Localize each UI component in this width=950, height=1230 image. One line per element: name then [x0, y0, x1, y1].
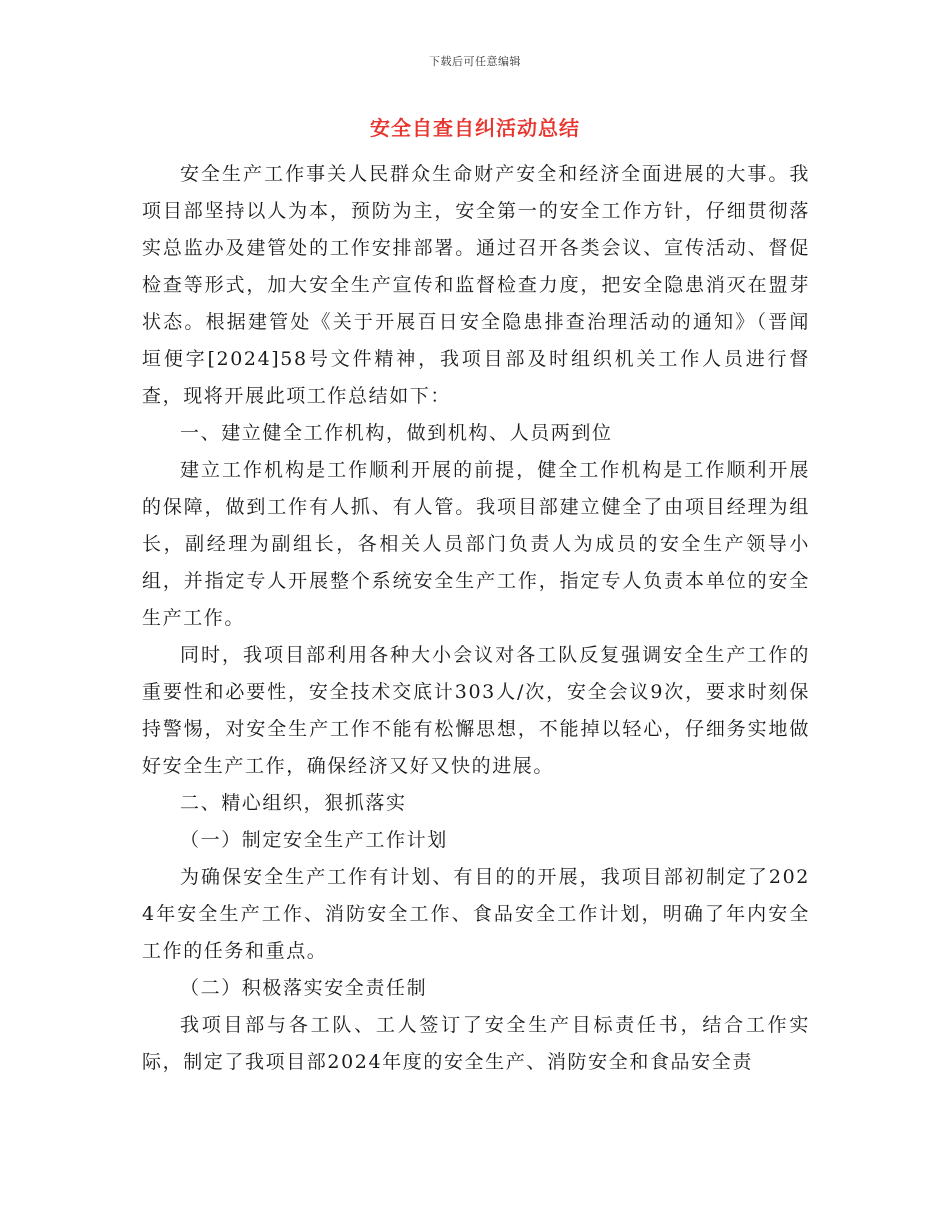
page-header-note: 下载后可任意编辑 [429, 55, 521, 68]
section-heading-2: 二、精心组织，狠抓落实 [180, 792, 407, 814]
document-body [142, 156, 810, 1081]
paragraph-meetings: 同时，我项目部利用各种大小会议对各工队反复强调安全生产工作的重要性和必要性，安全技术交底计303人/次，安全会议9次，要求时刻保持警惕，对安全生产工作不能有松懈思想，不能掉以轻心，仔细务实地做好安全生产工作，确保经济又好又快的进展。 [142, 644, 810, 777]
paragraph-organization: 建立工作机构是工作顺利开展的前提，健全工作机构是工作顺利开展的保障，做到工作有人抓、有人管。我项目部建立健全了由项目经理为组长，副经理为副组长，各相关人员部门负责人为成员的安全生产领导小组，并指定专人开展整个系统安全生产工作，指定专人负责本单位的安全生产工作。 [142, 459, 810, 629]
section-heading-1: 一、建立健全工作机构，做到机构、人员两到位 [180, 422, 613, 444]
subsection-heading-2: （二）积极落实安全责任制 [180, 977, 428, 999]
subsection-heading-1: （一）制定安全生产工作计划 [180, 829, 448, 851]
paragraph-responsibility: 我项目部与各工队、工人签订了安全生产目标责任书，结合工作实际，制定了我项目部2024年度的安全生产、消防安全和食品安全责 [142, 1014, 810, 1073]
paragraph-plan: 为确保安全生产工作有计划、有目的的开展，我项目部初制定了2024年安全生产工作、消防安全工作、食品安全工作计划，明确了年内安全工作的任务和重点。 [142, 866, 810, 962]
paragraph-intro: 安全生产工作事关人民群众生命财产安全和经济全面进展的大事。我项目部坚持以人为本，预防为主，安全第一的安全工作方针，仔细贯彻落实总监办及建管处的工作安排部署。通过召开各类会议、宣传活动、督促检查等形式，加大安全生产宣传和监督检查力度，把安全隐患消灭在盟芽状态。根据建管处《关于开展百日安全隐患排查治理活动的通知》（晋闻垣便字[2024]58号文件精神，我项目部及时组织机关工作人员进行督查，现将开展此项工作总结如下： [142, 163, 810, 407]
document-title: 安全自查自纠活动总结 [370, 116, 580, 140]
